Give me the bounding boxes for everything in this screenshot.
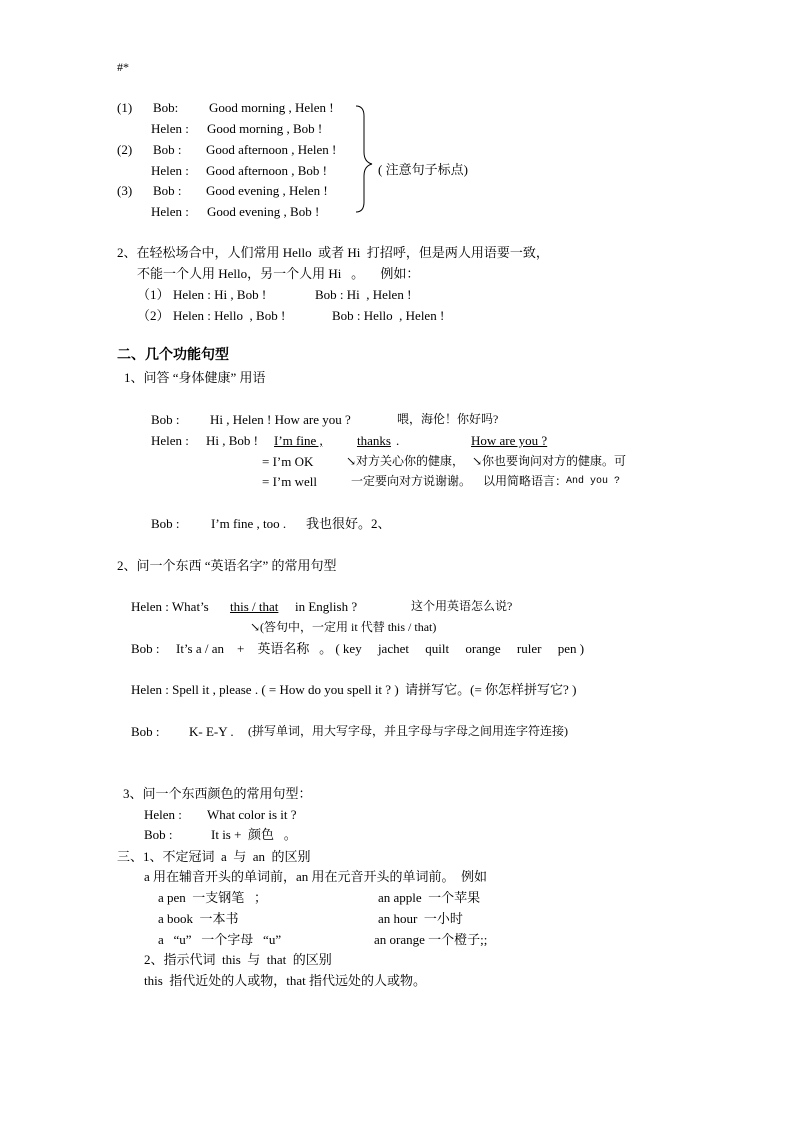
dialog-text: What color is it ?: [207, 807, 297, 822]
subsection-heading: 2、问一个东西 “英语名字” 的常用句型: [117, 558, 337, 573]
subsection-heading: 3、问一个东西颜色的常用句型：: [123, 786, 312, 801]
greeting-speaker: Bob:: [153, 100, 179, 115]
dialog-text: .: [396, 433, 400, 448]
greeting-text: Good evening , Bob !: [207, 204, 320, 219]
example-number: （2）: [137, 308, 170, 323]
dialog-text: Hi , Helen ! How are you ?: [210, 412, 351, 427]
greeting-speaker: Helen :: [151, 204, 189, 219]
greeting-speaker: Bob :: [153, 183, 182, 198]
dialog-text: It is + 颜色 。: [211, 827, 297, 842]
greeting-speaker: Helen :: [151, 121, 189, 136]
dialog-speaker: Helen :: [151, 433, 189, 448]
brace-note: ( 注意句子标点): [378, 162, 468, 177]
greeting-text: Good morning , Bob !: [207, 121, 323, 136]
dialog-speaker: Bob :: [131, 641, 160, 656]
section-heading: 三、1、不定冠词 a 与 an 的区别: [117, 849, 311, 864]
dialog-text: It’s a / an + 英语名称 。 ( key jachet quilt orange ruler pen ): [176, 641, 585, 656]
example-number: （1）: [137, 287, 170, 302]
note-text: (拼写单词，用大写字母，并且字母与字母之间用连字符连接): [248, 724, 568, 738]
example-an: an orange 一个橙子;;: [374, 932, 488, 947]
dialog-translation: 喂，海伦！你好吗?: [397, 412, 499, 426]
alternative-reply: = I’m well: [262, 474, 317, 489]
subsection-heading: 2、指示代词 this 与 that 的区别: [144, 952, 332, 967]
greeting-number: (1): [117, 100, 133, 115]
greeting-number: (2): [117, 142, 133, 157]
dialog-text: Helen : Spell it , please . ( = How do you spell it ? ) 请拼写它。(= 你怎样拼写它? ): [131, 682, 577, 697]
dialog-underlined: this / that: [230, 599, 279, 614]
dialog-speaker: Bob :: [151, 516, 180, 531]
dialog-speaker: Bob :: [144, 827, 173, 842]
casual-paragraph-line2: 不能一个人用 Hello，另一个人用 Hi 。 例如：: [137, 266, 420, 281]
dialog-text: K- E-Y .: [189, 724, 234, 739]
greeting-number: (3): [117, 183, 133, 198]
note-text: ↘(答句中，一定用 it 代替 this / that): [250, 620, 437, 634]
header-mark: #*: [117, 60, 129, 74]
note-text: 以用简略语言：: [483, 474, 568, 488]
dialog-translation: 我也很好。2、: [306, 516, 391, 531]
greeting-text: Good morning , Helen !: [209, 100, 334, 115]
dialog-underlined: How are you ?: [471, 433, 548, 448]
note-text: ↘你也要询问对方的健康。可: [472, 454, 627, 468]
note-text: ↘对方关心你的健康，: [346, 454, 465, 468]
example-a: a “u” 一个字母 “u”: [158, 932, 282, 947]
example-bob: Bob : Hello , Helen !: [332, 308, 445, 323]
note-text: 一定要向对方说谢谢。: [351, 474, 472, 488]
dialog-speaker: Bob :: [131, 724, 160, 739]
greeting-speaker: Bob :: [153, 142, 182, 157]
greeting-speaker: Helen :: [151, 163, 189, 178]
dialog-text: Hi , Bob !: [206, 433, 258, 448]
casual-paragraph-line1: 2、在轻松场合中，人们常用 Hello 或者 Hi 打招呼，但是两人用语要一致，: [117, 245, 549, 260]
example-an: an hour 一小时: [378, 911, 463, 926]
dialog-underlined: thanks: [357, 433, 391, 448]
example-a: a book 一本书: [158, 911, 239, 926]
alternative-reply: = I’m OK: [262, 454, 314, 469]
dialog-translation: 这个用英语怎么说?: [411, 599, 513, 613]
subsection-heading: 1、问答 “身体健康” 用语: [124, 370, 266, 385]
dialog-text: in English ?: [295, 599, 358, 614]
dialog-text: Helen : What’s: [131, 599, 209, 614]
dialog-speaker: Bob :: [151, 412, 180, 427]
greeting-text: Good evening , Helen !: [206, 183, 328, 198]
greeting-text: Good afternoon , Helen !: [206, 142, 337, 157]
example-helen: Helen : Hi , Bob !: [173, 287, 267, 302]
rule-text: this 指代近处的人或物，that 指代远处的人或物。: [144, 973, 427, 988]
dialog-text: I’m fine , too .: [211, 516, 287, 531]
dialog-speaker: Helen :: [144, 807, 182, 822]
example-helen: Helen : Hello , Bob !: [173, 308, 286, 323]
dialog-underlined: I’m fine ,: [274, 433, 323, 448]
section-heading: 二、几个功能句型: [117, 348, 229, 363]
greeting-text: Good afternoon , Bob !: [206, 163, 327, 178]
rule-text: a 用在辅音开头的单词前，an 用在元音开头的单词前。 例如: [144, 869, 488, 884]
example-a: a pen 一支钢笔 ；: [158, 890, 268, 905]
example-an: an apple 一个苹果: [378, 890, 481, 905]
note-mono-text: And you ?: [566, 476, 621, 487]
example-bob: Bob : Hi , Helen !: [315, 287, 412, 302]
